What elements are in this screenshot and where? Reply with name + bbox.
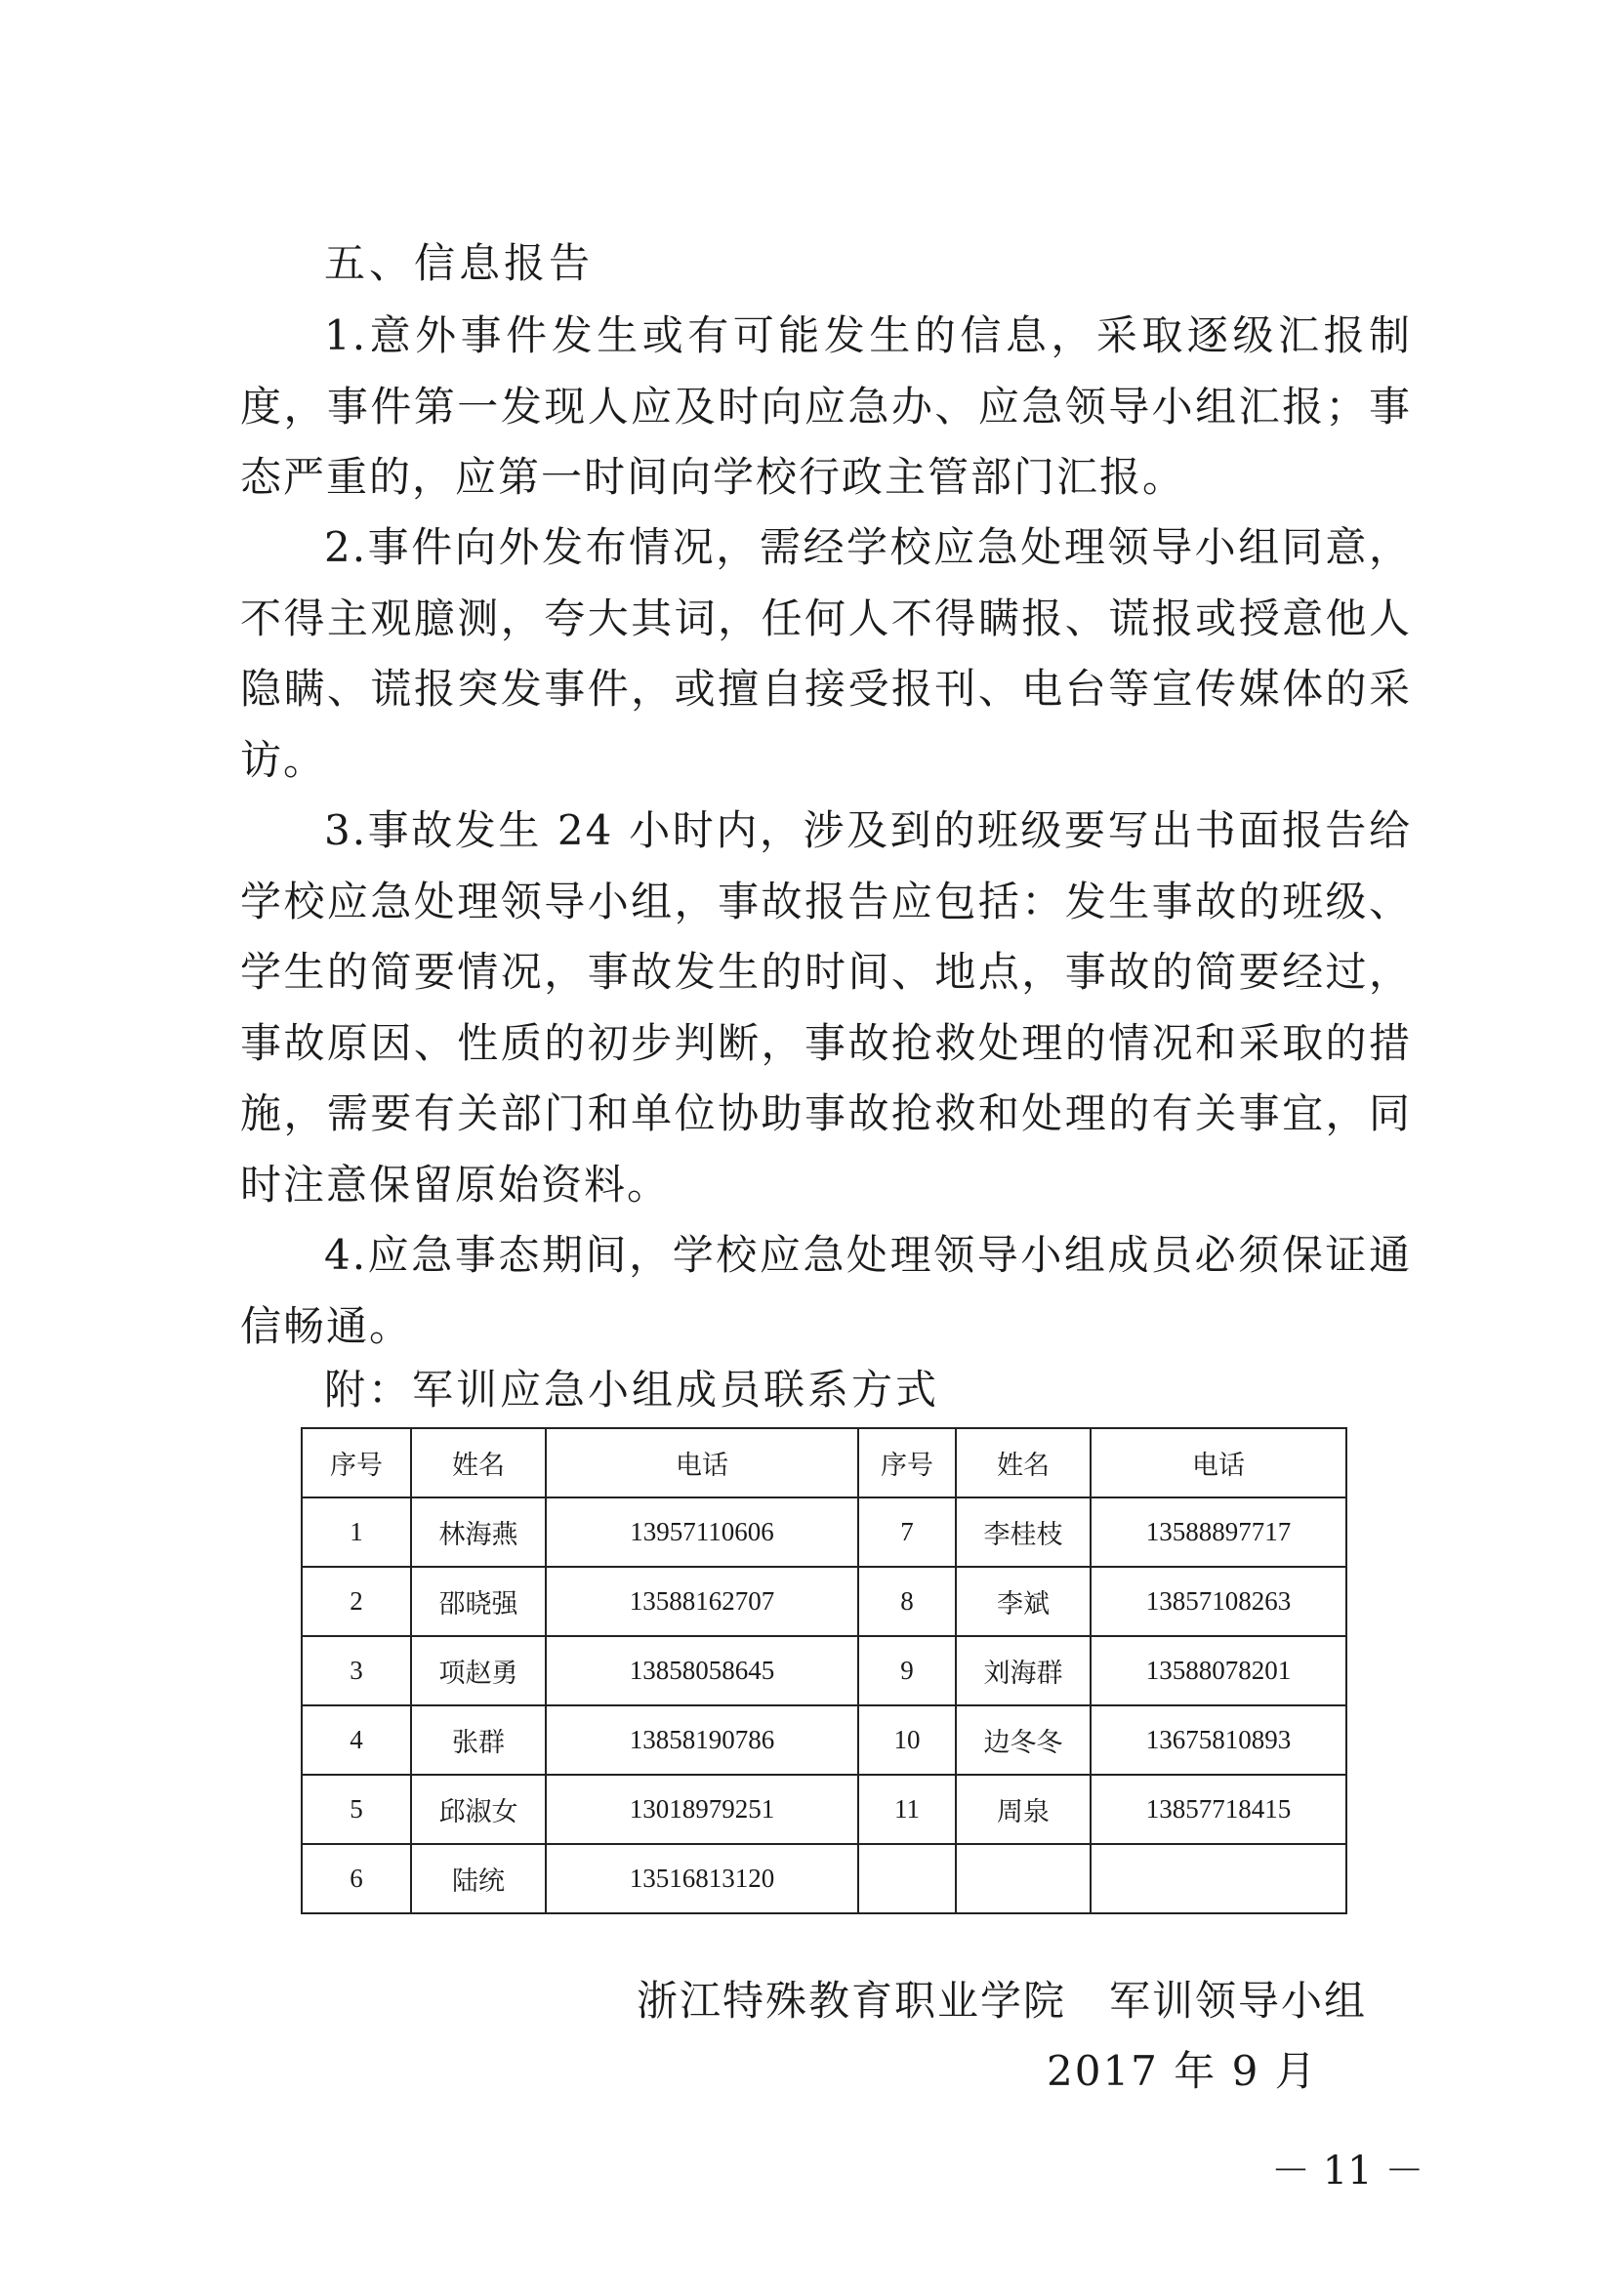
- table-cell: 13516813120: [546, 1844, 858, 1913]
- table-cell: 李斌: [956, 1567, 1091, 1636]
- table-cell: 13858058645: [546, 1636, 858, 1705]
- table-header-row: [302, 1428, 1346, 1497]
- signature-organization: 浙江特殊教育职业学院 军训领导小组: [637, 1977, 1368, 2025]
- table-cell: 项赵勇: [411, 1636, 546, 1705]
- table-cell: 11: [858, 1775, 956, 1844]
- table-cell: 7: [858, 1497, 956, 1567]
- table-cell: 刘海群: [956, 1636, 1091, 1705]
- paragraph-3: 3.事故发生 24 小时内，涉及到的班级要写出书面报告给学校应急处理领导小组，事故报告应包括：发生事故的班级、学生的简要情况，事故发生的时间、地点，事故的简要经过，事故原因、性质的初步判断，事故抢救处理的情况和采取的措施，需要有关部门和单位协助事故抢救和处理的有关事宜，同时注意保留原始资料。: [240, 806, 1412, 1209]
- table-cell: 13857108263: [1091, 1567, 1346, 1636]
- appendix-title: 附：军训应急小组成员联系方式: [324, 1366, 940, 1414]
- table-cell: 10: [858, 1705, 956, 1775]
- table-cell: 13018979251: [546, 1775, 858, 1844]
- table-cell: 张群: [411, 1705, 546, 1775]
- table-row: [302, 1567, 1346, 1636]
- table-cell: 边冬冬: [956, 1705, 1091, 1775]
- table-row: [302, 1497, 1346, 1567]
- signature-date: 2017 年 9 月: [1047, 2047, 1318, 2095]
- table-row: [302, 1705, 1346, 1775]
- table-cell: 8: [858, 1567, 956, 1636]
- table-cell: 周泉: [956, 1775, 1091, 1844]
- paragraph-2: 2.事件向外发布情况，需经学校应急处理领导小组同意，不得主观臆测，夸大其词，任何人不得瞒报、谎报或授意他人隐瞒、谎报突发事件，或擅自接受报刊、电台等宣传媒体的采访。: [240, 523, 1412, 784]
- table-cell: 陆统: [411, 1844, 546, 1913]
- table-cell: 13588897717: [1091, 1497, 1346, 1567]
- table-row: [302, 1844, 1346, 1913]
- table-cell: 3: [302, 1636, 411, 1705]
- table-cell: 邵晓强: [411, 1567, 546, 1636]
- table-cell: 林海燕: [411, 1497, 546, 1567]
- table-cell: 1: [302, 1497, 411, 1567]
- table-cell: 4: [302, 1705, 411, 1775]
- table-cell: 2: [302, 1567, 411, 1636]
- table-cell: [858, 1844, 956, 1913]
- page-number: － 11 －: [1271, 2149, 1424, 2194]
- header-cell: 电话: [1091, 1428, 1346, 1497]
- header-cell: 姓名: [956, 1428, 1091, 1497]
- table-cell: 9: [858, 1636, 956, 1705]
- table-cell: [1091, 1844, 1346, 1913]
- table-cell: 6: [302, 1844, 411, 1913]
- table-row: [302, 1636, 1346, 1705]
- table-cell: 13957110606: [546, 1497, 858, 1567]
- table-cell: 13858190786: [546, 1705, 858, 1775]
- table-row: [302, 1775, 1346, 1844]
- table-cell: 李桂枝: [956, 1497, 1091, 1567]
- header-cell: 序号: [858, 1428, 956, 1497]
- paragraph-4: 4.应急事态期间，学校应急处理领导小组成员必须保证通信畅通。: [240, 1231, 1412, 1350]
- table-cell: 13675810893: [1091, 1705, 1346, 1775]
- header-cell: 姓名: [411, 1428, 546, 1497]
- paragraph-1: 1.意外事件发生或有可能发生的信息，采取逐级汇报制度，事件第一发现人应及时向应急办、应急领导小组汇报；事态严重的，应第一时间向学校行政主管部门汇报。: [240, 311, 1412, 501]
- section-heading: 五、信息报告: [324, 239, 595, 287]
- table-cell: 5: [302, 1775, 411, 1844]
- header-cell: 电话: [546, 1428, 858, 1497]
- table-cell: [956, 1844, 1091, 1913]
- table-cell: 13588078201: [1091, 1636, 1346, 1705]
- table-cell: 13588162707: [546, 1567, 858, 1636]
- table-cell: 13857718415: [1091, 1775, 1346, 1844]
- contact-table: [301, 1427, 1347, 1914]
- header-cell: 序号: [302, 1428, 411, 1497]
- table-cell: 邱淑女: [411, 1775, 546, 1844]
